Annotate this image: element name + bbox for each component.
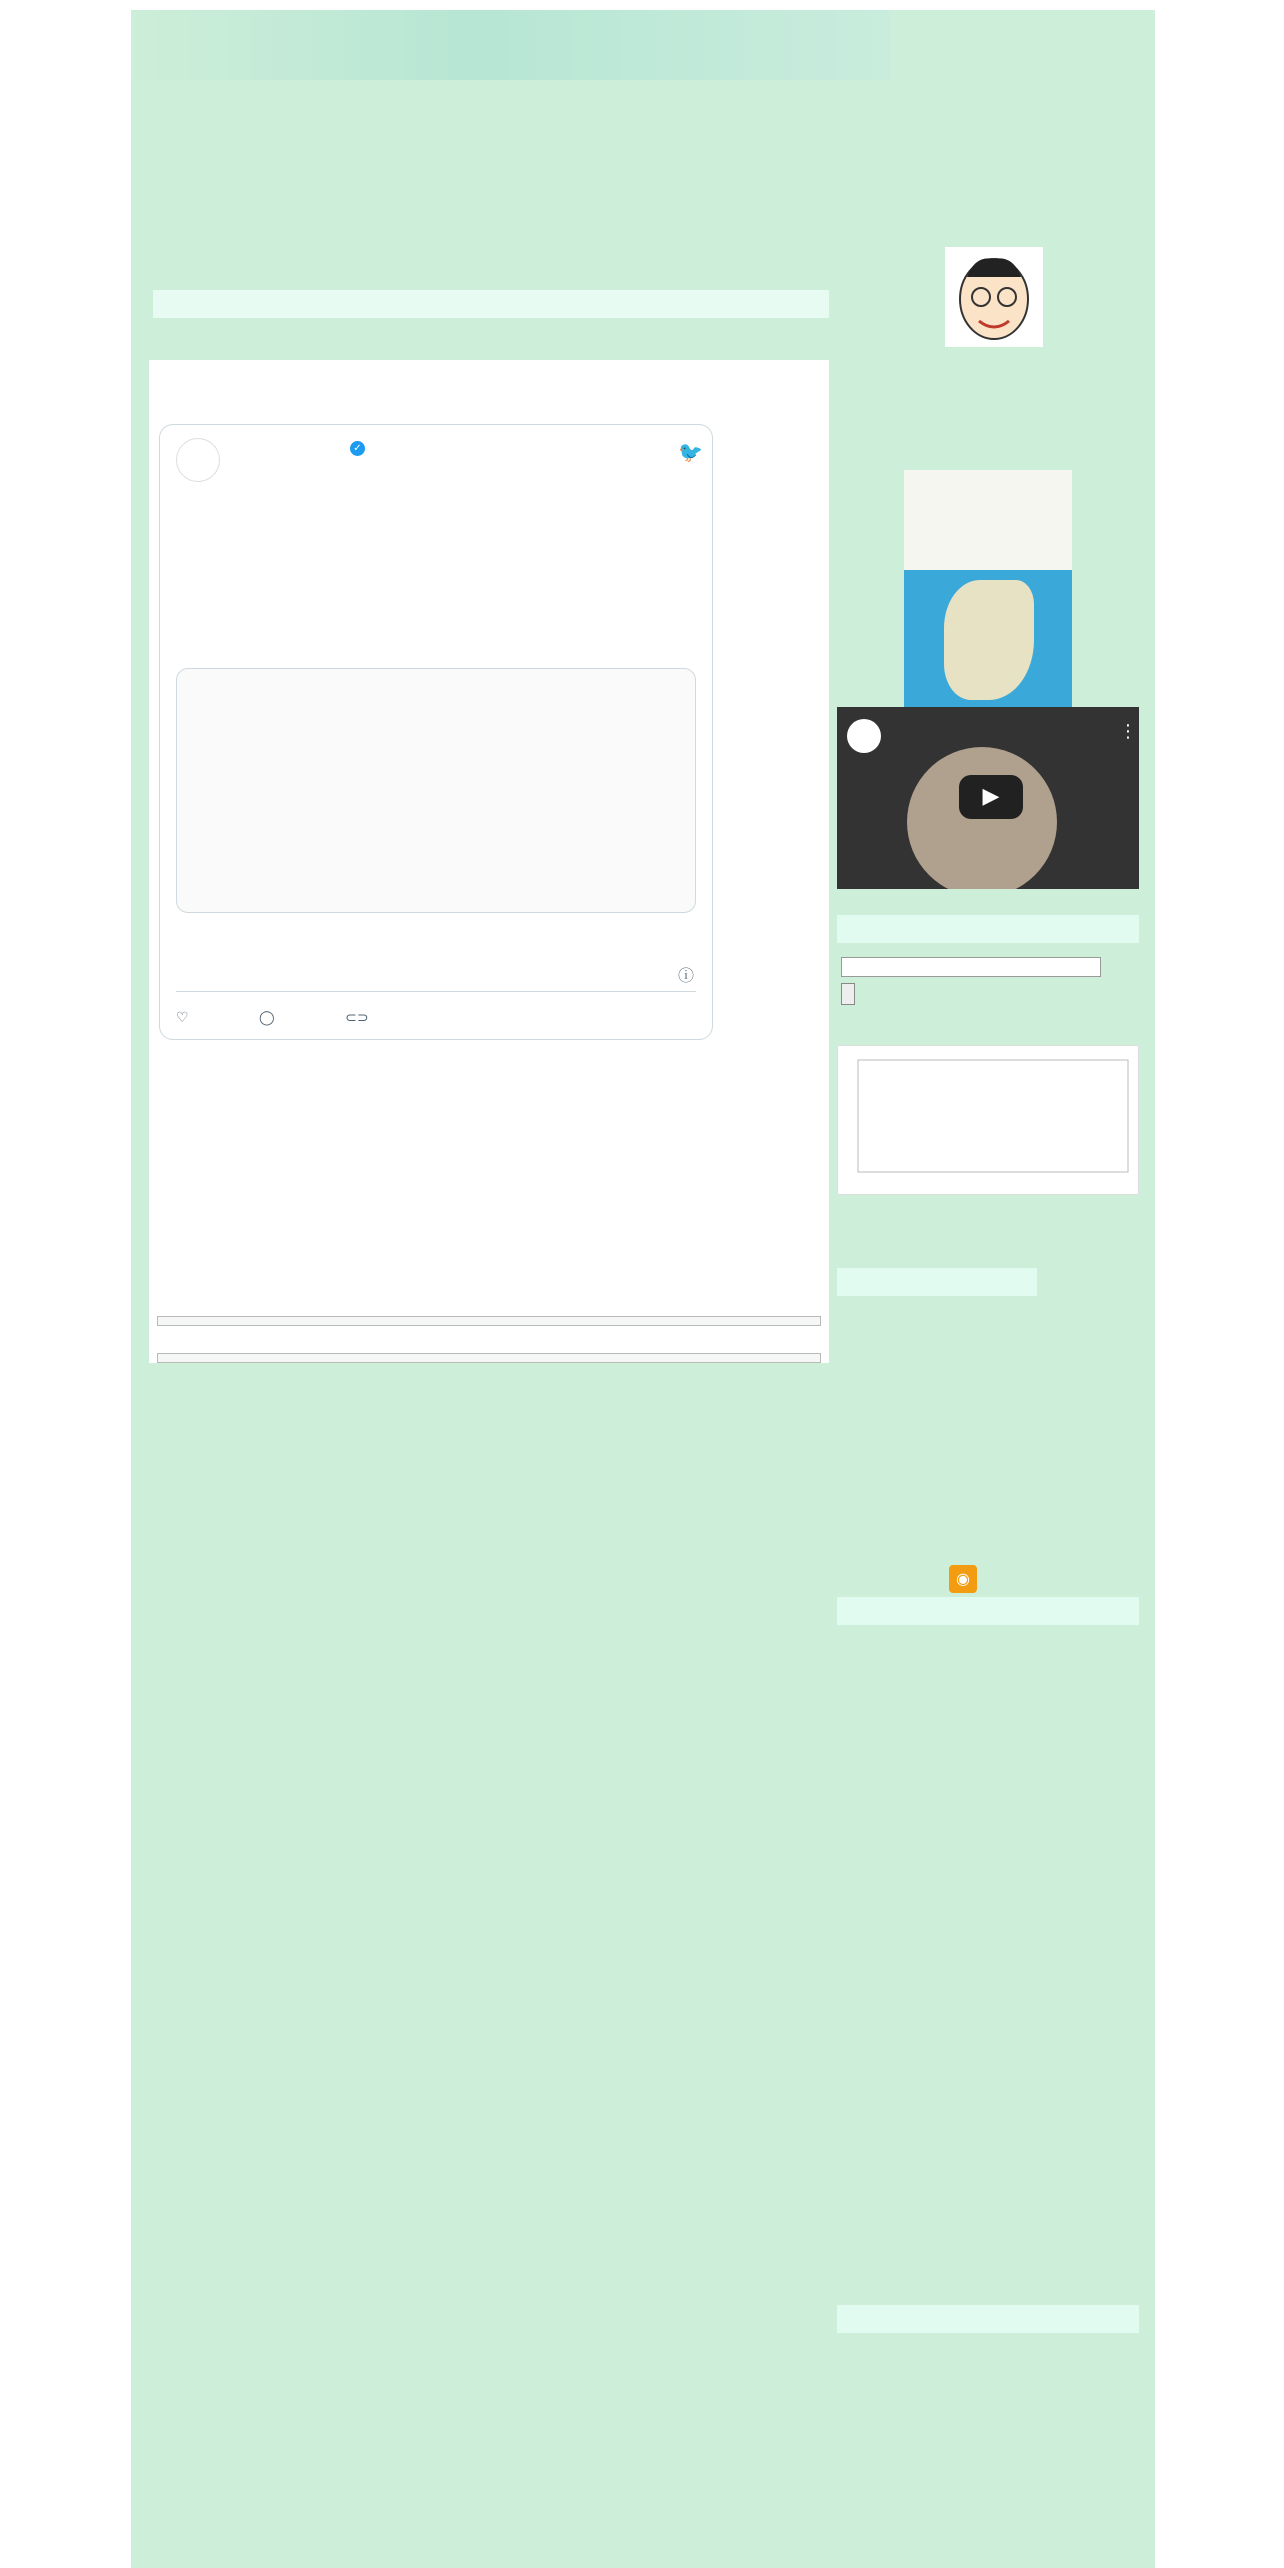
- rss-icon[interactable]: ◉: [949, 1565, 977, 1593]
- twitter-bird-icon[interactable]: 🐦: [678, 440, 703, 464]
- more-icon[interactable]: ⋮: [1119, 721, 1137, 742]
- page-background: [131, 10, 1155, 2568]
- search-input[interactable]: [841, 957, 1101, 977]
- divider: [176, 991, 696, 992]
- recent-posts-heading: [837, 1597, 1139, 1625]
- header-banner: [131, 10, 891, 80]
- geiger-chart-plot: [838, 1046, 1138, 1194]
- document-scan-image: [159, 1056, 459, 1306]
- calendar-header: [837, 1268, 1037, 1296]
- geiger-chart[interactable]: [837, 1045, 1139, 1195]
- video-player[interactable]: [837, 707, 1139, 889]
- geiger-label: [881, 1025, 893, 1041]
- category-row-3: [131, 156, 145, 174]
- category-row-1: [131, 116, 187, 134]
- copy-link-button[interactable]: [345, 1010, 412, 1026]
- quote-block: [157, 1316, 821, 1326]
- search-heading: [837, 915, 1139, 943]
- category-row-2: [131, 136, 267, 154]
- heart-icon: ♡: [176, 1010, 189, 1026]
- map-graphic: [944, 580, 1034, 700]
- recent-comments-heading: [837, 2305, 1139, 2333]
- embedded-tweet[interactable]: [159, 424, 713, 1040]
- info-icon[interactable]: ⓘ: [678, 966, 695, 985]
- heavy-page-notice: [131, 74, 145, 92]
- date-bar: [149, 290, 829, 318]
- quote-block: [157, 1353, 821, 1363]
- book-cover[interactable]: [904, 470, 1072, 710]
- play-icon[interactable]: ▶: [959, 775, 1023, 819]
- tweet-avatar[interactable]: [176, 438, 220, 482]
- geiger-links-3: [865, 1239, 895, 1257]
- reply-button[interactable]: [259, 1010, 323, 1026]
- reply-icon: ◯: [259, 1010, 275, 1026]
- search-button[interactable]: [841, 983, 855, 1005]
- profile-caricature[interactable]: [945, 247, 1043, 347]
- post-body: [149, 360, 829, 1363]
- like-button[interactable]: [176, 1010, 237, 1026]
- link-icon: ⊂⊃: [345, 1010, 369, 1026]
- geiger-links-1: [841, 1203, 897, 1221]
- tweet-document-image[interactable]: [176, 668, 696, 913]
- iwj-logo: [847, 719, 881, 753]
- verified-icon: ✓: [350, 441, 365, 456]
- tweet-actions: [176, 1005, 435, 1032]
